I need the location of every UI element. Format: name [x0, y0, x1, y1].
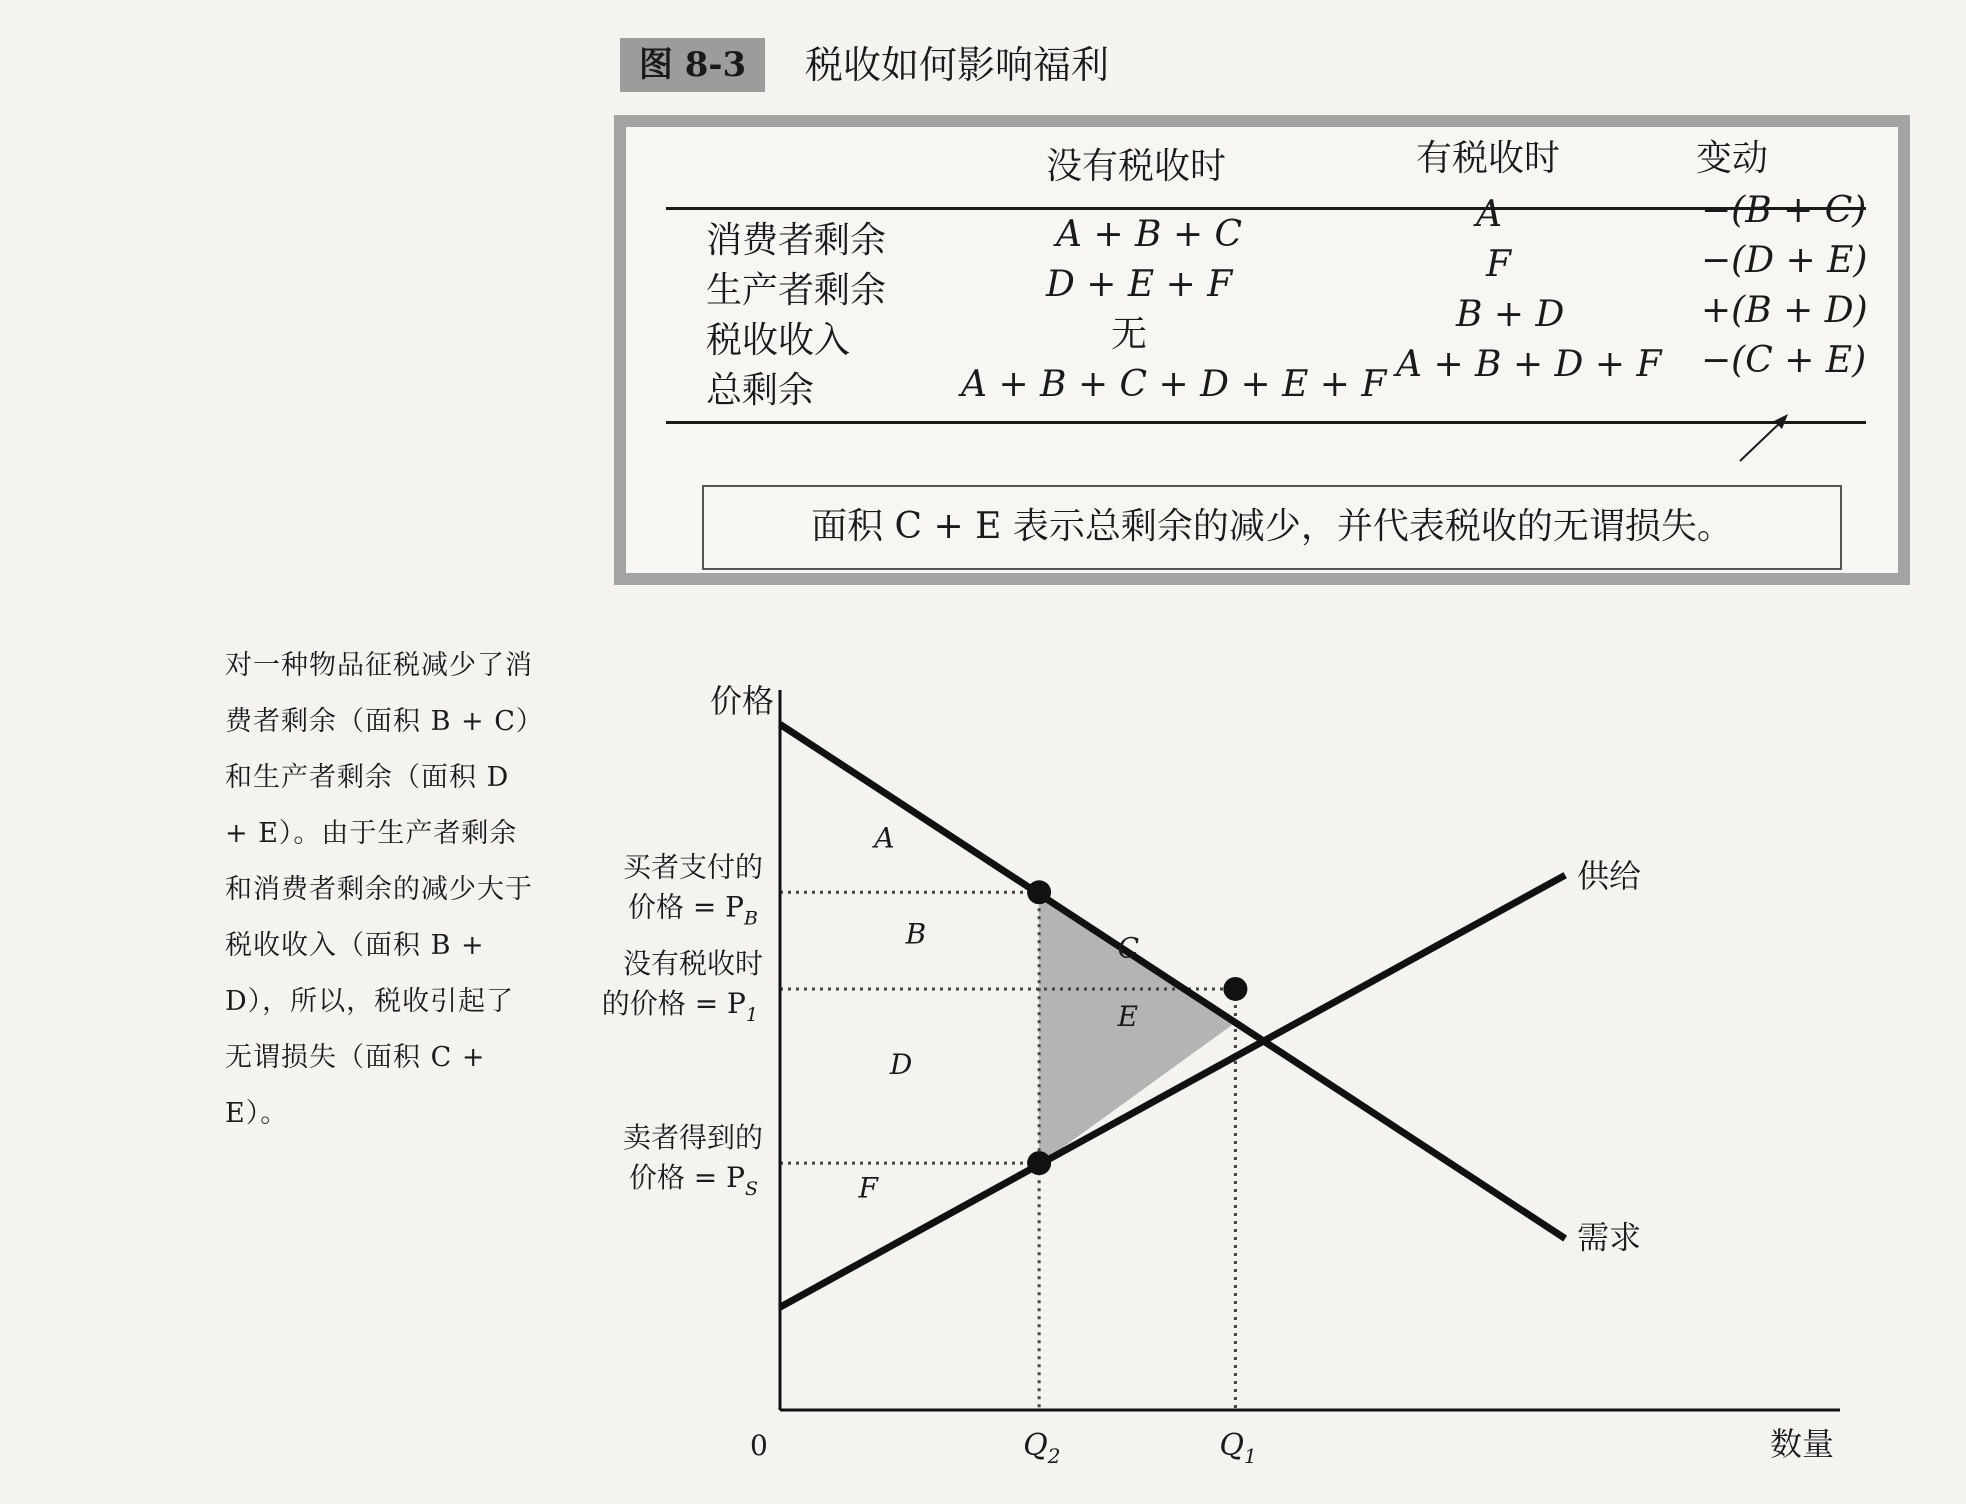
cell-tax-change: +(B + D) [1701, 290, 1868, 331]
point-ps [1027, 1151, 1051, 1175]
origin-label: 0 [750, 1429, 768, 1462]
point-equilibrium [1223, 977, 1247, 1001]
cell-tax-with-tax: B + D [1456, 294, 1565, 335]
region-label-F: F [858, 1171, 878, 1205]
col-header-change: 变动 [1696, 138, 1769, 179]
y-tick-P1-line2: 的价格 = $P_1$ [601, 986, 758, 1026]
table-bottom-rule [666, 421, 1866, 424]
figure-number: 图 8-3 [620, 38, 765, 92]
welfare-table [614, 115, 1910, 585]
cell-producer-with-tax: F [1486, 244, 1511, 285]
region-label-C: C [1117, 931, 1140, 965]
cell-producer-no-tax: D + E + F [1046, 264, 1233, 305]
figure-title: 税收如何影响福利 [805, 43, 1110, 87]
row-label-producer: 生产者剩余 [706, 270, 887, 311]
y-tick-P1-line1: 没有税收时 [622, 946, 763, 980]
col-header-with-tax: 有税收时 [1416, 138, 1561, 179]
cell-tax-no-tax: 无 [1111, 314, 1148, 355]
region-label-A: A [874, 821, 895, 855]
row-label-consumer: 消费者剩余 [706, 220, 887, 261]
region-label-D: D [889, 1048, 913, 1081]
y-axis-label: 价格 [710, 682, 775, 720]
cell-total-change: −(C + E) [1701, 340, 1867, 381]
col-header-no-tax: 没有税收时 [1046, 146, 1227, 187]
demand-curve [780, 724, 1565, 1238]
x-tick-Q1: $Q_1$ [1219, 1428, 1257, 1468]
arrow-icon [1734, 409, 1794, 469]
region-label-B: B [905, 917, 927, 951]
y-tick-PB-line2: 价格 = $P_B$ [627, 890, 758, 930]
point-pb [1027, 880, 1051, 904]
cell-total-with-tax: A + B + D + F [1396, 344, 1662, 385]
x-axis-label: 数量 [1770, 1425, 1835, 1463]
demand-label: 需求 [1577, 1218, 1642, 1257]
y-tick-PS-line1: 卖者得到的 [622, 1121, 763, 1155]
supply-curve [780, 875, 1565, 1307]
table-top-rule [666, 207, 1866, 210]
cell-consumer-change: −(B + C) [1701, 190, 1867, 231]
tax-welfare-chart [580, 650, 1940, 1480]
deadweight-loss-note: 面积 C + E 表示总剩余的减少，并代表税收的无谓损失。 [702, 485, 1842, 570]
row-label-tax-revenue: 税收收入 [706, 320, 851, 361]
figure-caption: 对一种物品征税减少了消费者剩余（面积 B + C）和生产者剩余（面积 D + E）。由于生产者剩余和消费者剩余的减少大于税收收入（面积 B + D），所以，税收引起了无谓损失（面积 C + E）。 [225, 650, 533, 1129]
cell-producer-change: −(D + E) [1701, 240, 1868, 281]
cell-total-no-tax: A + B + C + D + E + F [961, 364, 1387, 405]
cell-consumer-no-tax: A + B + C [1056, 214, 1243, 255]
y-tick-PB-line1: 买者支付的 [622, 850, 763, 884]
y-tick-PS-line2: 价格 = $P_S$ [628, 1161, 758, 1201]
row-label-total-surplus: 总剩余 [706, 370, 815, 411]
x-tick-Q2: $Q_2$ [1023, 1428, 1061, 1468]
cell-consumer-with-tax: A [1476, 194, 1502, 235]
region-label-E: E [1117, 1000, 1139, 1033]
supply-label: 供给 [1577, 857, 1642, 896]
